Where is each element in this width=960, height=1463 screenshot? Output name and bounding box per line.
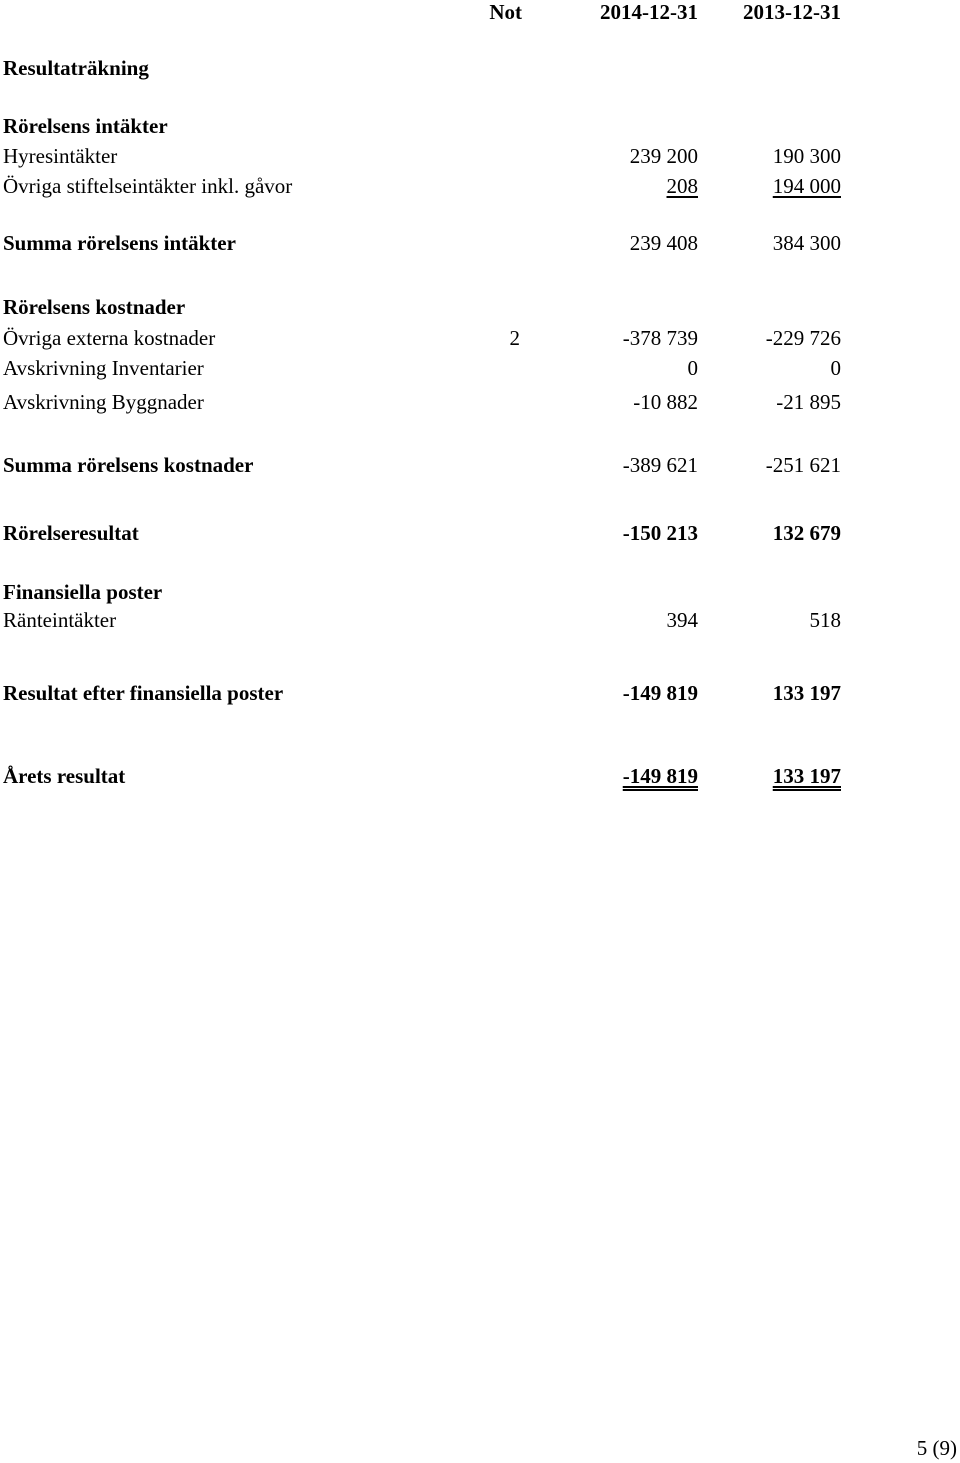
- row-value-2014: 394: [666, 608, 698, 632]
- row-label: Avskrivning Inventarier: [3, 356, 204, 380]
- income-heading-row: [0, 111, 960, 141]
- row-value-2014: -149 819: [622, 764, 698, 788]
- row-label: Årets resultat: [3, 764, 126, 788]
- operating-result-row: [0, 518, 960, 548]
- column-header-row: [0, 0, 960, 27]
- year-result-row: [0, 761, 960, 791]
- row-label: Övriga externa kostnader: [3, 326, 216, 350]
- table-row: [0, 387, 960, 417]
- table-row: [0, 323, 960, 353]
- row-label: Övriga stiftelseintäkter inkl. gåvor: [3, 174, 293, 198]
- table-row: [0, 171, 960, 201]
- year-2014-column-header: 2014-12-31: [600, 0, 698, 24]
- row-value-2013: 384 300: [772, 231, 841, 255]
- row-value-2014: -389 621: [622, 453, 698, 477]
- row-label: Ränteintäkter: [3, 608, 117, 632]
- note-column-header: Not: [489, 0, 522, 24]
- cost-heading-row: [0, 292, 960, 322]
- financial-heading-row: [0, 577, 960, 607]
- row-value-2013: 518: [809, 608, 841, 632]
- table-row: [0, 605, 960, 635]
- row-value-2013: -251 621: [765, 453, 841, 477]
- row-value-2014: -150 213: [622, 521, 698, 545]
- table-row: [0, 141, 960, 171]
- row-value-2013: -229 726: [765, 326, 841, 350]
- row-value-2014: 239 408: [629, 231, 698, 255]
- page-number: 5 (9): [916, 1436, 957, 1460]
- income-total-row: [0, 228, 960, 258]
- statement-title-row: [0, 53, 960, 83]
- row-value-2013: 190 300: [772, 144, 841, 168]
- row-value-2014: -10 882: [633, 390, 698, 414]
- table-row: [0, 353, 960, 383]
- row-label: Rörelseresultat: [3, 521, 139, 545]
- cost-heading: Rörelsens kostnader: [3, 295, 186, 319]
- financial-heading: Finansiella poster: [3, 580, 163, 604]
- row-value-2013: 0: [830, 356, 841, 380]
- row-label: Summa rörelsens intäkter: [3, 231, 236, 255]
- row-value-2013: 194 000: [772, 174, 841, 198]
- result-after-financial-row: [0, 678, 960, 708]
- row-value-2013: 133 197: [772, 681, 841, 705]
- row-label: Avskrivning Byggnader: [3, 390, 204, 414]
- cost-total-row: [0, 450, 960, 480]
- row-value-2014: 239 200: [629, 144, 698, 168]
- row-value-2013: -21 895: [776, 390, 841, 414]
- row-value-2014: -149 819: [622, 681, 698, 705]
- row-label: Resultat efter finansiella poster: [3, 681, 284, 705]
- row-value-2014: 208: [666, 174, 698, 198]
- row-label: Hyresintäkter: [3, 144, 118, 168]
- row-value-2014: 0: [687, 356, 698, 380]
- row-label: Summa rörelsens kostnader: [3, 453, 254, 477]
- row-value-2013: 132 679: [772, 521, 841, 545]
- row-note: 2: [509, 326, 520, 350]
- row-value-2013: 133 197: [772, 764, 841, 788]
- year-2013-column-header: 2013-12-31: [743, 0, 841, 24]
- row-value-2014: -378 739: [622, 326, 698, 350]
- income-heading: Rörelsens intäkter: [3, 114, 168, 138]
- statement-title: Resultaträkning: [3, 56, 149, 80]
